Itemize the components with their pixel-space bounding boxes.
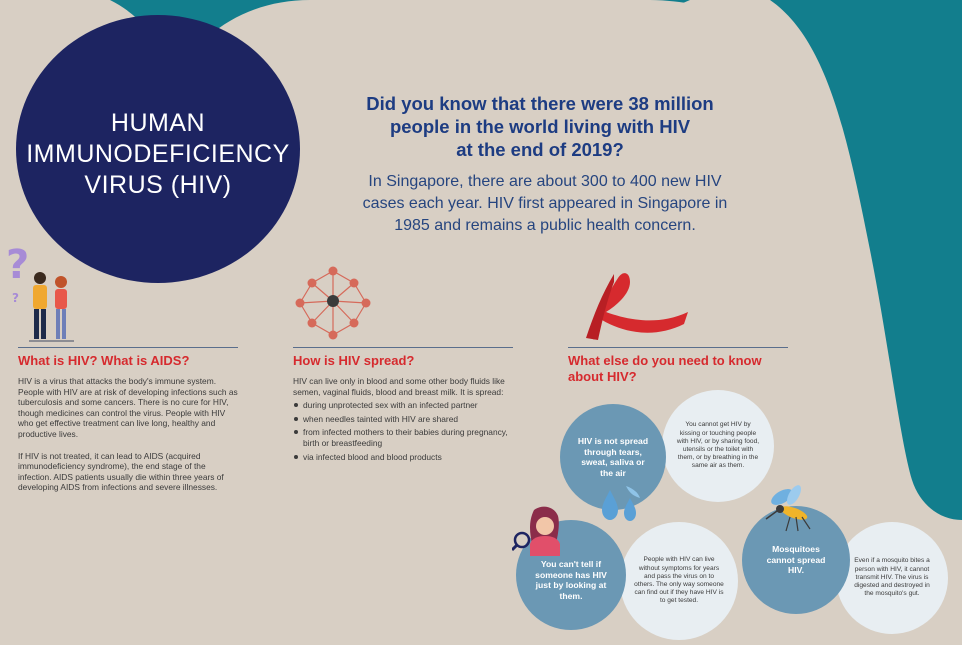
bubble-text: You cannot get HIV by kissing or touching people with HIV, or by sharing food, utensils or the toilet with them, or by breathing in the same air as them. — [676, 421, 760, 470]
woman-magnifier-icon — [512, 504, 574, 556]
divider — [18, 347, 238, 348]
bubble-text: People with HIV can live without symptoms for years and pass the virus on to others. The only way someone can find out if they have HIV is to get tested. — [634, 556, 724, 605]
what-is-hiv-body — [18, 376, 240, 504]
bubble-get-tested — [620, 522, 738, 640]
bubble-text: You can't tell if someone has HIV just by looking at them. — [535, 559, 607, 601]
headline: Did you know that there were 38 million people in the world living with HIV at the end of 2019? — [366, 93, 714, 160]
paragraph: HIV can live only in blood and some other body fluids like semen, vaginal fluids, blood and breast milk. It is spread: — [293, 376, 505, 397]
divider — [293, 347, 513, 348]
list-item: during unprotected sex with an infected partner — [293, 400, 515, 411]
what-is-hiv-title: What is HIV? What is AIDS? — [18, 353, 190, 368]
what-else-title: What else do you need to know about HIV? — [568, 353, 762, 384]
bubble-text: Even if a mosquito bites a person with HIV, it cannot transmit HIV. The virus is digested and destroyed in the mosquito's gut. — [854, 557, 930, 598]
svg-text:?: ? — [12, 291, 19, 305]
red-ribbon-icon — [568, 268, 693, 344]
bubble-no-touch — [662, 390, 774, 502]
spread-list — [293, 400, 515, 462]
subline: In Singapore, there are about 300 to 400 new HIV cases each year. HIV first appeared in Singapore in 1985 and remains a public health concern. — [362, 173, 728, 234]
how-spread-title: How is HIV spread? — [293, 353, 415, 368]
paragraph: If HIV is not treated, it can lead to AIDS (acquired immunodeficiency syndrome), the end stage of the infection. AIDS patients usually die within three years of developing AIDS from infections and severe illnesses. — [18, 450, 224, 493]
bubble-text: HIV is not spread through tears, sweat, saliva or the air — [577, 436, 649, 478]
page-title: HUMAN IMMUNODEFICIENCY VIRUS (HIV) — [26, 108, 290, 199]
list-item: from infected mothers to their babies during pregnancy, birth or breastfeeding — [293, 427, 515, 448]
people-question-icon — [4, 240, 84, 345]
network-icon — [292, 263, 374, 341]
list-item: when needles tainted with HIV are shared — [293, 414, 515, 425]
divider — [568, 347, 788, 348]
list-item: via infected blood and blood products — [293, 452, 515, 463]
droplets-icon — [598, 484, 644, 526]
bubble-mosquito-gut — [836, 522, 948, 634]
how-spread-body — [293, 376, 515, 465]
paragraph: HIV is a virus that attacks the body's immune system. People with HIV are at risk of developing infections such as tuberculosis and some cancers. There is no cure for HIV, though medicines can control the virus. People with HIV who get effective treatment can live long, healthy and productive lives. — [18, 376, 238, 439]
mosquito-icon — [764, 485, 820, 533]
svg-text:?: ? — [6, 242, 30, 288]
bubble-text: Mosquitoes cannot spread HIV. — [766, 544, 826, 576]
